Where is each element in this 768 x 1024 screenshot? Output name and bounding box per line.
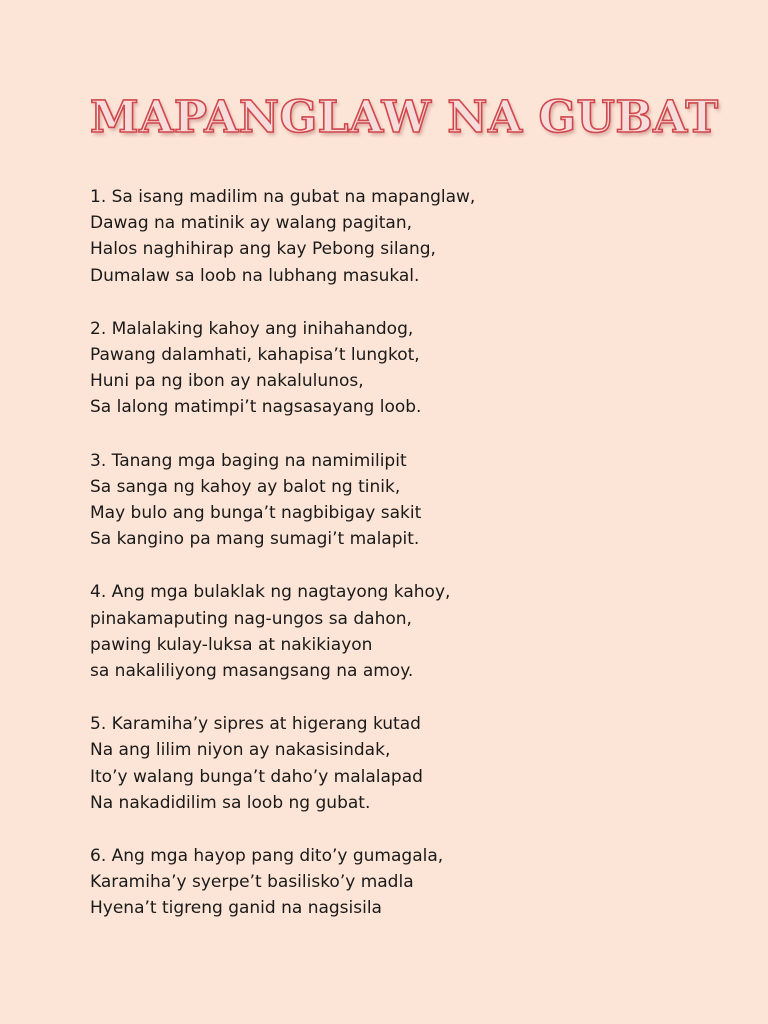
poem-line: Halos naghihirap ang kay Pebong silang, [90, 239, 436, 260]
poem-line: Dumalaw sa loob na lubhang masukal. [90, 265, 420, 286]
poem-line: Hyena’t tigreng ganid na nagsisila [90, 898, 382, 919]
poem-line: 5. Karamiha’y sipres at higerang kutad [90, 714, 421, 735]
poem-line: Dawag na matinik ay walang pagitan, [90, 213, 413, 234]
poem-line: Karamiha’y syerpe’t basilisko’y madla [90, 872, 414, 893]
poem-line: Sa kangino pa mang sumagi’t malapit. [90, 529, 420, 550]
poem-line: 4. Ang mga bulaklak ng nagtayong kahoy, [90, 582, 451, 603]
poem-line: 6. Ang mga hayop pang dito’y gumagala, [90, 846, 444, 867]
poem-line: pinakamaputing nag-ungos sa dahon, [90, 608, 412, 629]
poem-line: Na nakadidilim sa loob ng gubat. [90, 792, 371, 813]
stanza-2 [90, 316, 730, 421]
stanza-3 [90, 448, 730, 553]
poem-line: 2. Malalaking kahoy ang inihahandog, [90, 318, 414, 339]
poem-line: 1. Sa isang madilim na gubat na mapanglaw, [90, 187, 476, 207]
poem-line: Pawang dalamhati, kahapisa’t lungkot, [90, 345, 420, 366]
poem-line: Ito’y walang bunga’t daho’y malalapad [90, 766, 423, 787]
stanza-5 [90, 711, 730, 816]
poem-body [90, 184, 730, 949]
poem-line: pawing kulay-luksa at nakikiayon [90, 634, 373, 655]
poem-line: Huni pa ng ibon ay nakalulunos, [90, 371, 364, 392]
poem-line: May bulo ang bunga’t nagbibigay sakit [90, 503, 422, 524]
poem-line: Sa sanga ng kahoy ay balot ng tinik, [90, 476, 401, 497]
stanza-6 [90, 843, 730, 922]
poem-line: sa nakaliliyong masangsang na amoy. [90, 661, 414, 682]
poem-line: Sa lalong matimpi’t nagsasayang loob. [90, 397, 422, 418]
stanza-1 [90, 184, 730, 289]
poem-line: Na ang lilim niyon ay nakasisindak, [90, 740, 391, 761]
poem-title: MAPANGLAW NA GUBAT [90, 92, 719, 143]
stanza-4 [90, 579, 730, 684]
poem-line: 3. Tanang mga baging na namimilipit [90, 450, 407, 471]
